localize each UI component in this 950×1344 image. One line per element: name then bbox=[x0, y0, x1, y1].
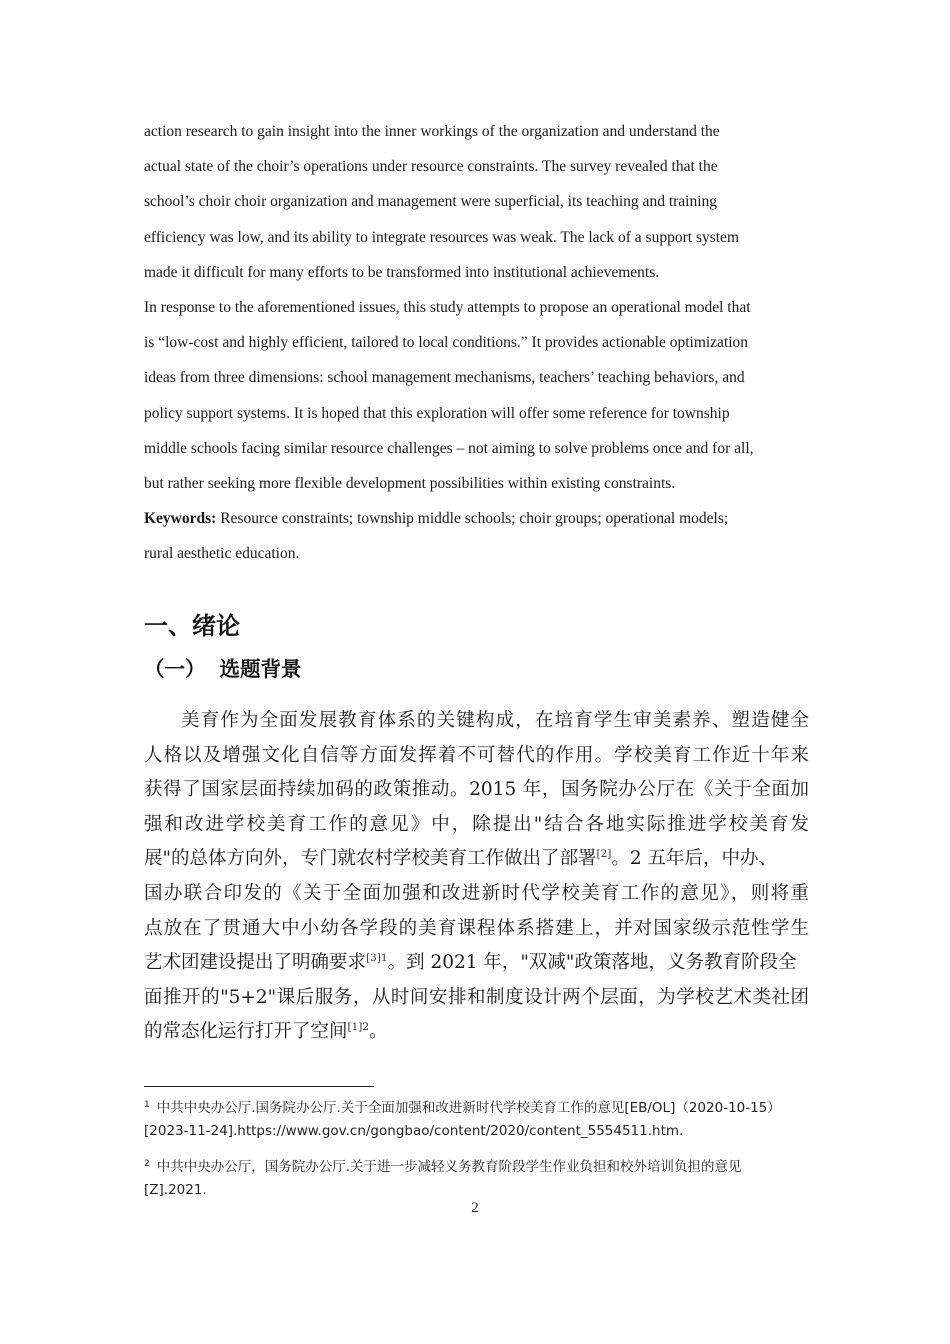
body-text: 。 bbox=[369, 1021, 388, 1043]
footnote-text: [Z].2021. bbox=[144, 1182, 207, 1198]
footnote-text: 中共中央办公厅，国务院办公厅.关于进一步减轻义务教育阶段学生作业负担和校外培训负担的意见 bbox=[156, 1159, 742, 1175]
body-paragraph bbox=[144, 704, 809, 1050]
chapter-heading: 一、绪论 bbox=[144, 611, 240, 640]
abstract-line: middle schools facing similar resource challenges – not aiming to solve problems once and for all, bbox=[144, 439, 754, 457]
body-line: 美育作为全面发展教育体系的关键构成，在培育学生审美素养、塑造健全 bbox=[181, 710, 809, 731]
keywords-text: Resource constraints; township middle schools; choir groups; operational models; bbox=[216, 510, 729, 527]
section-heading bbox=[144, 652, 302, 686]
footnote-text: 中共中央办公厅.国务院办公厅.关于全面加强和改进新时代学校美育工作的意见[EB/OL]（2020-10-15） bbox=[156, 1100, 781, 1116]
abstract-line: actual state of the choir’s operations under resource constraints. The survey revealed that the bbox=[144, 158, 718, 176]
footnote-2 bbox=[144, 1156, 814, 1202]
abstract-line: policy support systems. It is hoped that this exploration will offer some reference for township bbox=[144, 404, 730, 422]
section-title: 选题背景 bbox=[219, 657, 302, 681]
body-line: 强和改进学校美育工作的意见》中，除提出"结合各地实际推进学校美育发 bbox=[144, 813, 809, 835]
footnote-number: 2 bbox=[144, 1159, 150, 1169]
abstract-line: In response to the aforementioned issues, this study attempts to propose an operational model that bbox=[144, 299, 751, 316]
keywords-block bbox=[144, 501, 809, 571]
body-line: 人格以及增强文化自信等方面发挥着不可替代的作用。学校美育工作近十年来 bbox=[144, 744, 809, 766]
body-line: 获得了国家层面持续加码的政策推动。2015 年，国务院办公厅在《关于全面加 bbox=[144, 779, 809, 801]
keywords-label: Keywords: bbox=[144, 510, 217, 527]
keywords-line bbox=[144, 501, 809, 536]
footnote-number: 1 bbox=[144, 1100, 150, 1110]
footnote-text: [2023-11-24].https://www.gov.cn/gongbao/content/2020/content_5554511.htm. bbox=[144, 1123, 684, 1139]
body-text: 展"的总体方向外，专门就农村学校美育工作做出了部署 bbox=[144, 848, 597, 870]
body-line bbox=[144, 842, 809, 877]
citation-ref[interactable]: [2] bbox=[596, 848, 612, 861]
body-line bbox=[144, 946, 809, 981]
abstract-line: is “low-cost and highly efficient, tailored to local conditions.” It provides actionable optimization bbox=[144, 334, 749, 352]
section-number: （一） bbox=[144, 657, 206, 681]
abstract-line: made it difficult for many efforts to be transformed into institutional achievements. bbox=[144, 263, 660, 281]
abstract-line: but rather seeking more flexible development possibilities within existing constraints. bbox=[144, 475, 676, 493]
body-line: 面推开的"5+2"课后服务，从时间安排和制度设计两个层面，为学校艺术类社团 bbox=[144, 986, 809, 1008]
abstract-paragraph-1 bbox=[144, 114, 809, 290]
body-line: 国办联合印发的《关于全面加强和改进新时代学校美育工作的意见》，则将重 bbox=[144, 882, 809, 904]
abstract-line: efficiency was low, and its ability to integrate resources was weak. The lack of a support system bbox=[144, 228, 739, 246]
footnote-1 bbox=[144, 1097, 814, 1143]
citation-ref[interactable]: [1]2 bbox=[347, 1021, 370, 1034]
body-text: 的常态化运行打开了空间 bbox=[144, 1021, 348, 1043]
footnote-divider bbox=[144, 1086, 374, 1087]
keywords-line: rural aesthetic education. bbox=[144, 545, 300, 563]
citation-ref[interactable]: [3]1 bbox=[366, 952, 388, 965]
body-text: 。到 2021 年，"双减"政策落地，义务教育阶段全 bbox=[387, 952, 797, 974]
body-text: 艺术团建设提出了明确要求 bbox=[144, 952, 367, 974]
body-text: 。2 五年后，中办、 bbox=[611, 848, 778, 870]
abstract-line: school’s choir choir organization and management were superficial, its teaching and training bbox=[144, 193, 718, 211]
abstract-line: ideas from three dimensions: school management mechanisms, teachers’ teaching behaviors, and bbox=[144, 369, 745, 387]
body-line bbox=[144, 1015, 809, 1050]
page-number: 2 bbox=[471, 1200, 479, 1216]
abstract-paragraph-2 bbox=[144, 290, 809, 501]
body-line: 点放在了贯通大中小幼各学段的美育课程体系搭建上，并对国家级示范性学生 bbox=[144, 917, 809, 939]
abstract-line: action research to gain insight into the inner workings of the organization and understand the bbox=[144, 123, 720, 140]
